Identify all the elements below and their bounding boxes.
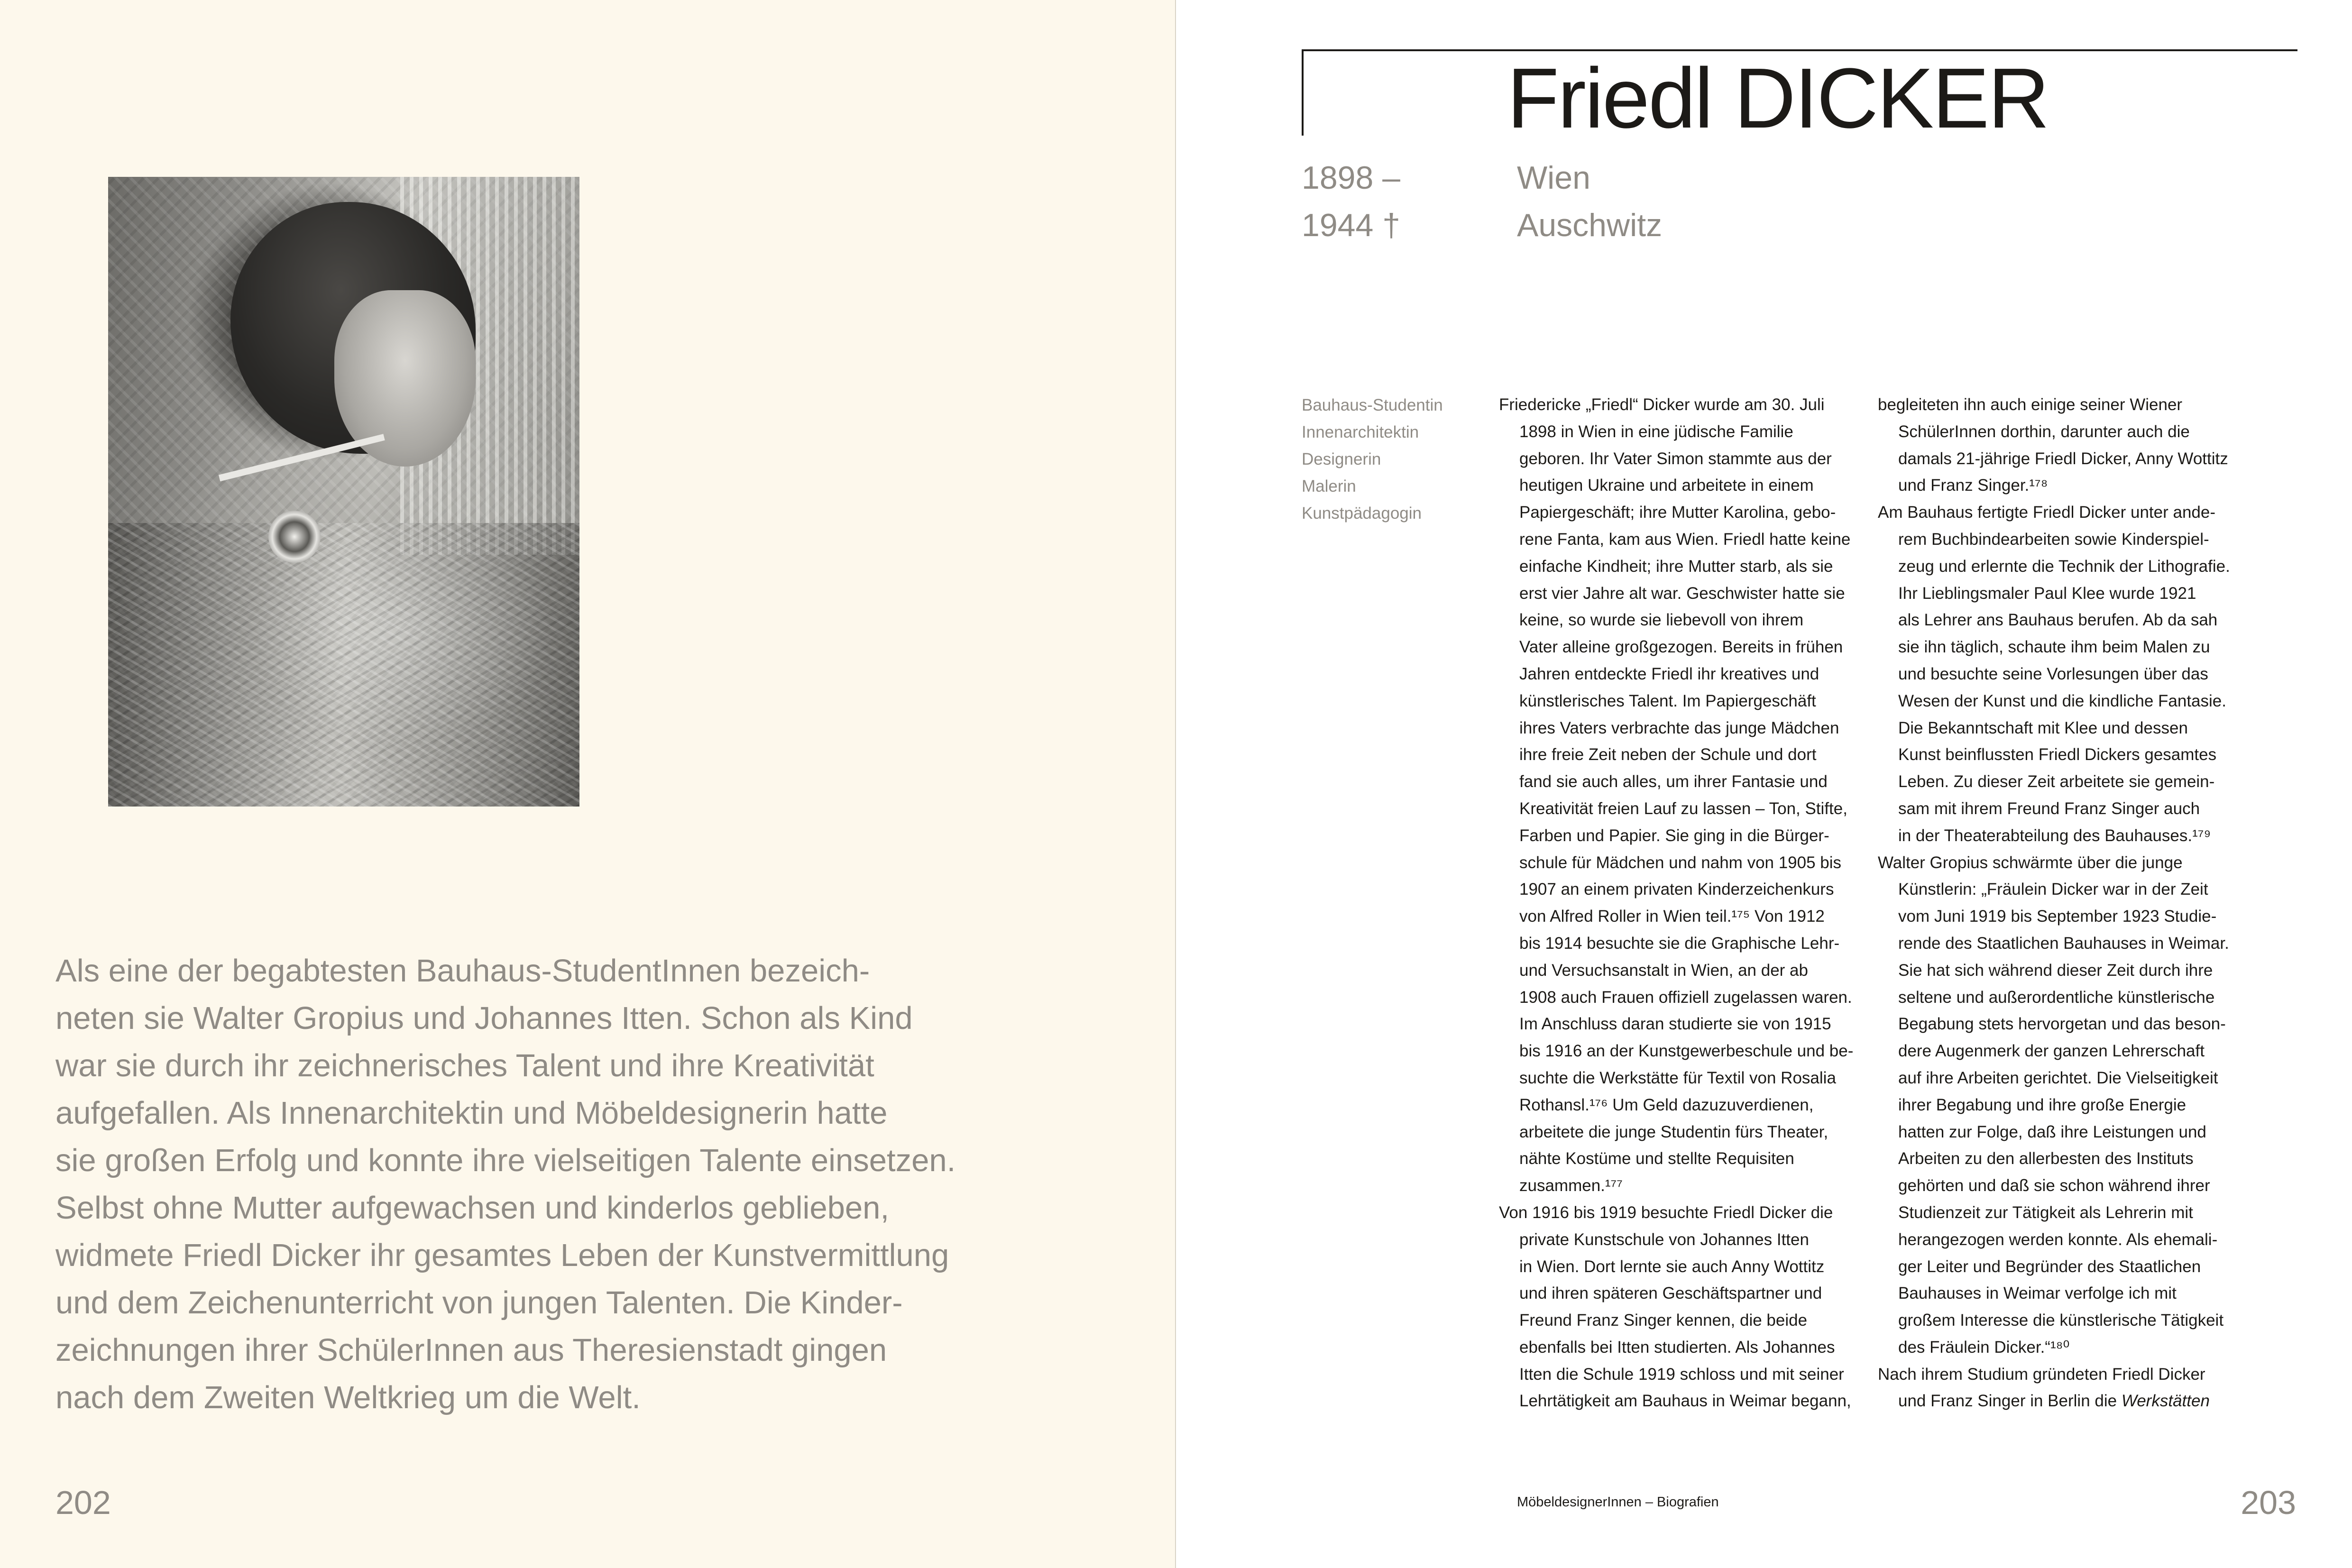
body-line: 1907 an einem privaten Kinderzeichenkurs xyxy=(1519,880,1834,899)
birth-place: Wien xyxy=(1517,160,1590,196)
body-line: zusammen.¹⁷⁷ xyxy=(1519,1176,1623,1195)
body-line: 1908 auch Frauen offiziell zugelassen waren. xyxy=(1519,988,1852,1007)
body-line: Walter Gropius schwärmte über die junge xyxy=(1878,853,2183,872)
body-line: private Kunstschule von Johannes Itten xyxy=(1519,1230,1809,1249)
body-line: Sie hat sich während dieser Zeit durch ihre xyxy=(1898,961,2213,980)
body-line: Am Bauhaus fertigte Friedl Dicker unter ande- xyxy=(1878,503,2215,522)
body-line: vom Juni 1919 bis September 1923 Studie- xyxy=(1898,907,2217,926)
birth-year: 1898 – xyxy=(1302,160,1400,196)
body-line: dere Augenmerk der ganzen Lehrerschaft xyxy=(1898,1042,2205,1061)
body-line: fand sie auch alles, um ihrer Fantasie und xyxy=(1519,772,1828,791)
body-line: heutigen Ukraine und arbeitete in einem xyxy=(1519,476,1814,495)
death-place: Auschwitz xyxy=(1517,207,1663,243)
body-line: großem Interesse die künstlerische Tätigkeit xyxy=(1898,1311,2224,1330)
role-item: Innenarchitektin xyxy=(1302,423,1419,441)
body-line: geboren. Ihr Vater Simon stammte aus der xyxy=(1519,449,1832,468)
body-line: künstlerisches Talent. Im Papiergeschäft xyxy=(1519,691,1816,710)
title-rule-vertical xyxy=(1302,49,1304,136)
body-line: von Alfred Roller in Wien teil.¹⁷⁵ Von 1912 xyxy=(1519,907,1825,926)
body-line: Bauhauses in Weimar verfolge ich mit xyxy=(1898,1284,2177,1303)
body-line: und ihren späteren Geschäftspartner und xyxy=(1519,1284,1822,1303)
body-line: ihres Vaters verbrachte das junge Mädchen xyxy=(1519,718,1839,737)
body-line: Itten die Schule 1919 schloss und mit seiner xyxy=(1519,1365,1844,1384)
intro-line: neten sie Walter Gropius und Johannes Itten. Schon als Kind xyxy=(55,1000,913,1036)
role-item: Kunstpädagogin xyxy=(1302,504,1422,523)
role-item: Bauhaus-Studentin xyxy=(1302,396,1443,414)
body-line: bis 1914 besuchte sie die Graphische Lehr- xyxy=(1519,934,1840,953)
portrait-photo xyxy=(108,177,579,807)
running-footer: MöbeldesignerInnen – Biografien xyxy=(1517,1495,1719,1510)
page-number-left: 202 xyxy=(55,1484,111,1521)
body-line: Im Anschluss daran studierte sie von 1915 xyxy=(1519,1015,1831,1034)
life-years xyxy=(1302,154,1400,249)
body-line: Friedericke „Friedl“ Dicker wurde am 30. Juli xyxy=(1499,395,1825,414)
body-line: rem Buchbindearbeiten sowie Kinderspiel- xyxy=(1898,530,2209,549)
body-line: keine, so wurde sie liebevoll von ihrem xyxy=(1519,611,1804,630)
body-line: als Lehrer ans Bauhaus berufen. Ab da sah xyxy=(1898,611,2218,630)
intro-line: aufgefallen. Als Innenarchitektin und Möbeldesignerin hatte xyxy=(55,1095,888,1131)
body-line: schule für Mädchen und nahm von 1905 bis xyxy=(1519,853,1842,872)
body-line: Kreativität freien Lauf zu lassen – Ton, Stifte, xyxy=(1519,799,1847,818)
body-line: ebenfalls bei Itten studierten. Als Johannes xyxy=(1519,1338,1835,1357)
body-line: gehörten und daß sie schon während ihrer xyxy=(1898,1176,2210,1195)
photo-sweater xyxy=(108,523,579,807)
body-line: damals 21-jährige Friedl Dicker, Anny Wottitz xyxy=(1898,449,2228,468)
intro-line: zeichnungen ihrer SchülerInnen aus Theresienstadt gingen xyxy=(55,1332,887,1368)
body-line: und Franz Singer.¹⁷⁸ xyxy=(1898,476,2048,495)
photo-brooch xyxy=(268,511,321,563)
body-line: seltene und außerordentliche künstlerische xyxy=(1898,988,2215,1007)
body-line: bis 1916 an der Kunstgewerbeschule und be- xyxy=(1519,1042,1854,1061)
roles-list xyxy=(1302,392,1443,527)
body-line: 1898 in Wien in eine jüdische Familie xyxy=(1519,422,1793,441)
body-line: sie ihn täglich, schaute ihm beim Malen zu xyxy=(1898,638,2210,657)
body-line: und Franz Singer in Berlin die Werkstätten xyxy=(1898,1392,2210,1411)
body-line: erst vier Jahre alt war. Geschwister hatte sie xyxy=(1519,584,1845,603)
body-line: ihre freie Zeit neben der Schule und dort xyxy=(1519,745,1817,764)
body-line: Freund Franz Singer kennen, die beide xyxy=(1519,1311,1808,1330)
intro-line: Als eine der begabtesten Bauhaus-StudentInnen bezeich- xyxy=(55,953,870,989)
body-line: sam mit ihrem Freund Franz Singer auch xyxy=(1898,799,2200,818)
body-line: des Fräulein Dicker.“¹⁸⁰ xyxy=(1898,1338,2070,1357)
role-item: Malerin xyxy=(1302,477,1356,495)
body-line: Nach ihrem Studium gründeten Friedl Dicker xyxy=(1878,1365,2205,1384)
body-line: auf ihre Arbeiten gerichtet. Die Vielseitigkeit xyxy=(1898,1068,2218,1087)
intro-line: widmete Friedl Dicker ihr gesamtes Leben der Kunstvermittlung xyxy=(55,1238,949,1273)
intro-line: sie großen Erfolg und konnte ihre vielseitigen Talente einsetzen. xyxy=(55,1143,956,1178)
body-line: einfache Kindheit; ihre Mutter starb, als sie xyxy=(1519,557,1833,576)
body-line: Von 1916 bis 1919 besuchte Friedl Dicker die xyxy=(1499,1203,1833,1222)
body-line: Farben und Papier. Sie ging in die Bürger- xyxy=(1519,826,1829,845)
body-line: Lehrtätigkeit am Bauhaus in Weimar begann, xyxy=(1519,1392,1851,1411)
body-line: Rothansl.¹⁷⁶ Um Geld dazuzuverdienen, xyxy=(1519,1095,1814,1114)
intro-line: Selbst ohne Mutter aufgewachsen und kinderlos geblieben, xyxy=(55,1190,890,1226)
italic-term: Werkstätten xyxy=(2121,1392,2210,1411)
body-line: herangezogen werden konnte. Als ehemali- xyxy=(1898,1230,2218,1249)
page-number-right: 203 xyxy=(2241,1484,2296,1521)
body-line: begleiteten ihn auch einige seiner Wiener xyxy=(1878,395,2183,414)
body-line: Künstlerin: „Fräulein Dicker war in der Zeit xyxy=(1898,880,2208,899)
person-name: Friedl DICKER xyxy=(1507,51,2049,146)
body-line: SchülerInnen dorthin, darunter auch die xyxy=(1898,422,2190,441)
body-line: Papiergeschäft; ihre Mutter Karolina, gebo- xyxy=(1519,503,1836,522)
body-line: Die Bekanntschaft mit Klee und dessen xyxy=(1898,718,2188,737)
intro-line: nach dem Zweiten Weltkrieg um die Welt. xyxy=(55,1380,641,1415)
body-line: ihrer Begabung und ihre große Energie xyxy=(1898,1095,2187,1114)
biography-column-1 xyxy=(1499,392,1878,1415)
body-line: Ihr Lieblingsmaler Paul Klee wurde 1921 xyxy=(1898,584,2196,603)
biography-column-2 xyxy=(1878,392,2257,1415)
body-line: hatten zur Folge, daß ihre Leistungen und xyxy=(1898,1122,2206,1141)
body-line: arbeitete die junge Studentin fürs Theater, xyxy=(1519,1122,1828,1141)
right-page xyxy=(1176,0,2352,1568)
body-line: und besuchte seine Vorlesungen über das xyxy=(1898,664,2208,683)
intro-paragraph xyxy=(55,947,1118,1421)
body-line: Kunst beinflussten Friedl Dickers gesamtes xyxy=(1898,745,2217,764)
intro-line: und dem Zeichenunterricht von jungen Talenten. Die Kinder- xyxy=(55,1285,903,1320)
body-line: rene Fanta, kam aus Wien. Friedl hatte keine xyxy=(1519,530,1851,549)
body-line: Wesen der Kunst und die kindliche Fantasie. xyxy=(1898,691,2226,710)
body-line: Begabung stets hervorgetan und das beson- xyxy=(1898,1015,2226,1034)
body-line: und Versuchsanstalt in Wien, an der ab xyxy=(1519,961,1808,980)
body-line: rende des Staatlichen Bauhauses in Weimar. xyxy=(1898,934,2229,953)
body-line: zeug und erlernte die Technik der Lithografie. xyxy=(1898,557,2230,576)
body-line: in der Theaterabteilung des Bauhauses.¹⁷⁹ xyxy=(1898,826,2211,845)
body-line: Studienzeit zur Tätigkeit als Lehrerin mit xyxy=(1898,1203,2193,1222)
body-line: nähte Kostüme und stellte Requisiten xyxy=(1519,1149,1794,1168)
intro-line: war sie durch ihr zeichnerisches Talent und ihre Kreativität xyxy=(55,1048,874,1083)
body-line: Vater alleine großgezogen. Bereits in frühen xyxy=(1519,638,1843,657)
body-line: suchte die Werkstätte für Textil von Rosalia xyxy=(1519,1068,1836,1087)
body-line: Jahren entdeckte Friedl ihr kreatives und xyxy=(1519,664,1819,683)
role-item: Designerin xyxy=(1302,450,1381,468)
photo-face xyxy=(334,290,476,467)
life-places xyxy=(1517,154,1662,249)
body-line: Leben. Zu dieser Zeit arbeitete sie gemein- xyxy=(1898,772,2215,791)
body-line: in Wien. Dort lernte sie auch Anny Wottitz xyxy=(1519,1257,1825,1276)
body-line: ger Leiter und Begründer des Staatlichen xyxy=(1898,1257,2201,1276)
death-year: 1944 † xyxy=(1302,207,1400,243)
body-line: Arbeiten zu den allerbesten des Instituts xyxy=(1898,1149,2194,1168)
